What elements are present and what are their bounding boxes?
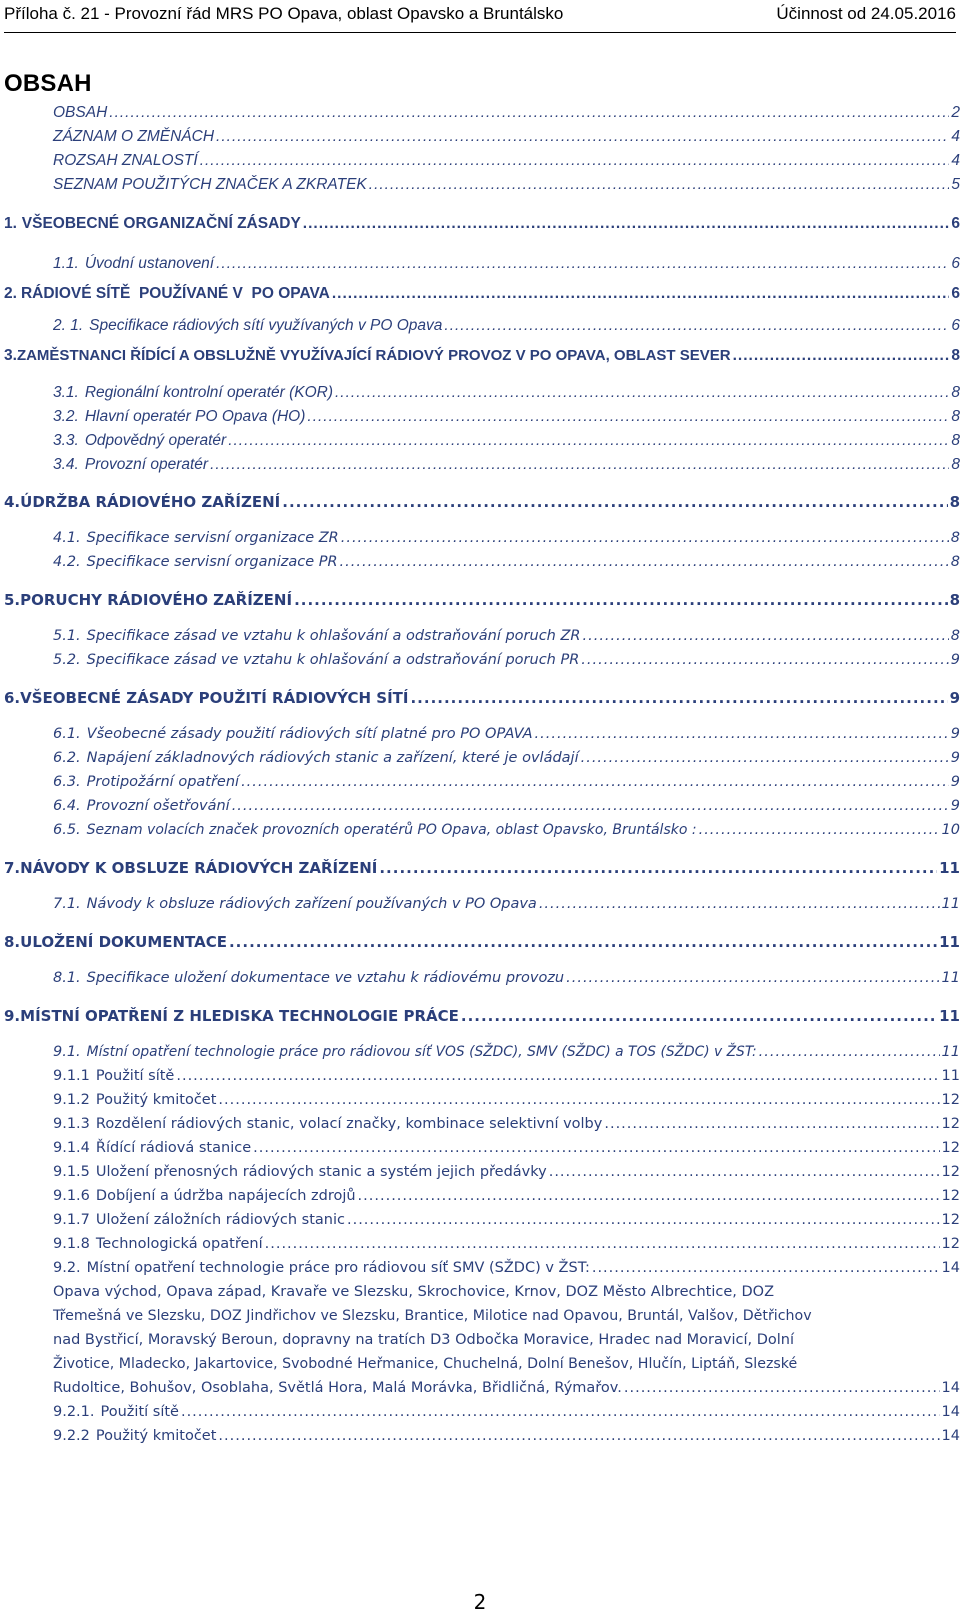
toc-entry-number: 6.4. <box>53 798 81 814</box>
toc-entry-page: 10 <box>941 822 960 838</box>
toc-entry-5-1[interactable] <box>53 628 960 652</box>
toc-leader <box>592 1260 940 1276</box>
toc-entry-label: ROZSAH ZNALOSTÍ <box>53 152 198 169</box>
toc-entry-page: 6 <box>951 215 960 232</box>
toc-entry-page: 11 <box>941 1068 960 1084</box>
toc-leader <box>181 1404 940 1420</box>
toc-entry-9-1-7[interactable] <box>53 1212 960 1236</box>
toc-entry-label: Místní opatření technologie práce pro rádiovou síť SMV (SŽDC) v ŽST: <box>86 1260 590 1276</box>
toc-entry-number: 5. <box>4 591 21 609</box>
toc-leader <box>200 152 950 170</box>
toc-leader <box>539 896 940 912</box>
toc-entry-line: Opava východ, Opava západ, Kravaře ve Slezsku, Skrochovice, Krnov, DOZ Město Albrechtice, DOZ <box>53 1284 774 1300</box>
toc-entry-label: Provozní operatér <box>84 456 209 473</box>
toc-leader <box>229 933 937 951</box>
toc-leader <box>410 689 947 707</box>
toc-entry-label: SEZNAM POUŽITÝCH ZNAČEK A ZKRATEK <box>53 176 367 193</box>
toc-entry-label: Uložení přenosných rádiových stanic a systém jejich předávky <box>95 1164 547 1180</box>
toc-entry-1-1[interactable] <box>53 255 960 279</box>
toc-entry-9-1-8[interactable] <box>53 1236 960 1260</box>
toc-entry-label: Specifikace zásad ve vztahu k ohlašování a odstraňování poruch ZR <box>86 628 581 644</box>
toc-leader <box>232 798 949 814</box>
toc-entry-line: Životice, Mladecko, Jakartovice, Svobodné Heřmanice, Chuchelná, Dolní Benešov, Hlučín, Liptáň, Slezské <box>53 1356 798 1372</box>
toc-leader <box>241 774 949 790</box>
toc-entry-number: 9.1.7 <box>53 1212 90 1228</box>
toc-entry-number: 5.2. <box>53 652 81 668</box>
page-number: 2 <box>473 1590 487 1614</box>
toc-entry-page: 9 <box>950 652 960 668</box>
toc-entry-label: Použití sítě <box>100 1404 179 1420</box>
toc-leader <box>253 1140 939 1156</box>
toc-entry-3-2[interactable] <box>53 408 960 432</box>
toc-leader <box>358 1188 940 1204</box>
toc-entry-label: Specifikace uložení dokumentace ve vztahu k rádiovému provozu <box>86 970 565 986</box>
toc-entry-last-line <box>53 1380 960 1404</box>
toc-entry-8-1[interactable] <box>53 970 960 994</box>
toc-entry-label: Místní opatření technologie práce pro rádiovou síť VOS (SŽDC), SMV (SŽDC) a TOS (SŽDC) v ŽST: <box>86 1044 757 1060</box>
toc-entry-2[interactable] <box>4 285 960 309</box>
toc-entry-9-1[interactable] <box>53 1044 960 1068</box>
toc-entry-9-1-2[interactable] <box>53 1092 960 1116</box>
toc-entry-page: 12 <box>941 1212 960 1228</box>
toc-entry-page: 8 <box>950 628 960 644</box>
toc-entry-number: 5.1. <box>53 628 81 644</box>
toc-entry-page: 12 <box>941 1164 960 1180</box>
toc-entry-label: Specifikace rádiových sítí využívaných v PO Opava <box>89 317 443 334</box>
toc-entry-page: 8 <box>951 384 960 401</box>
toc-entry-page: 14 <box>941 1428 960 1444</box>
toc-entry-5-2[interactable] <box>53 652 960 676</box>
toc-entry-5[interactable] <box>4 591 960 615</box>
toc-entry-page: 6 <box>951 317 960 334</box>
toc-entry-label: Použití sítě <box>95 1068 175 1084</box>
toc-entry-7-1[interactable] <box>53 896 960 920</box>
toc-leader <box>699 822 940 838</box>
toc-entry-page: 11 <box>939 859 960 877</box>
toc-entry-label: Rozdělení rádiových stanic, volací značky, kombinace selektivní volby <box>95 1116 603 1132</box>
toc-entry-label: ULOŽENÍ DOKUMENTACE <box>20 933 227 951</box>
toc-leader <box>265 1236 940 1252</box>
toc-entry-label: Protipožární opatření <box>86 774 240 790</box>
toc-entry-number: 9.1.8 <box>53 1236 90 1252</box>
toc-entry-label: Řídící rádiová stanice <box>95 1140 252 1156</box>
toc-entry-4-1[interactable] <box>53 530 960 554</box>
header-document-title: Příloha č. 21 - Provozní řád MRS PO Opava, oblast Opavsko a Bruntálsko <box>4 4 564 23</box>
toc-leader <box>535 726 949 742</box>
toc-entry-seznam[interactable] <box>53 176 960 200</box>
toc-entry-label: Odpovědný operatér <box>84 432 227 449</box>
toc-entry-number: 9.2.1. <box>53 1404 95 1420</box>
toc-leader <box>347 1212 940 1228</box>
toc-entry-number: 9.1.4 <box>53 1140 90 1156</box>
toc-entry-number: 9.1.1 <box>53 1068 90 1084</box>
toc-entry-page: 5 <box>951 176 960 193</box>
toc-leader <box>218 1428 939 1444</box>
toc-entry-number: 9. <box>4 1007 21 1025</box>
toc-leader <box>307 408 949 426</box>
toc-entry-6-1[interactable] <box>53 726 960 750</box>
toc-entry-page: 8 <box>951 347 960 364</box>
header-effective-date: Účinnost od 24.05.2016 <box>776 4 956 23</box>
toc-leader <box>581 750 949 766</box>
toc-entry-number: 9.1.3 <box>53 1116 90 1132</box>
toc-leader <box>733 347 950 365</box>
toc-entry-page: 4 <box>951 128 960 145</box>
toc-entry-page: 8 <box>951 456 960 473</box>
toc-entry-number: 9.1.5 <box>53 1164 90 1180</box>
toc-entry-label: Použitý kmitočet <box>95 1092 217 1108</box>
toc-entry-4-2[interactable] <box>53 554 960 578</box>
toc-entry-page: 8 <box>949 591 960 609</box>
toc-entry-label: Regionální kontrolní operatér (KOR) <box>84 384 333 401</box>
toc-entry-label: VŠEOBECNÉ ORGANIZAČNÍ ZÁSADY <box>21 215 301 232</box>
toc-entry-page: 11 <box>941 1044 960 1060</box>
toc-entry-3-4[interactable] <box>53 456 960 480</box>
toc-leader <box>379 859 937 877</box>
toc-entry-page: 8 <box>951 432 960 449</box>
toc-leader <box>624 1380 940 1396</box>
toc-entry-3[interactable] <box>4 347 960 371</box>
toc-entry-page: 14 <box>941 1404 960 1420</box>
toc-entry-number: 4.1. <box>53 530 81 546</box>
toc-entry-label: PORUCHY RÁDIOVÉHO ZAŘÍZENÍ <box>20 591 293 609</box>
toc-entry-number: 3.4. <box>53 456 79 473</box>
toc-entry-page: 8 <box>950 554 960 570</box>
toc-leader <box>581 652 948 668</box>
toc-entry-2-1[interactable] <box>53 317 960 341</box>
toc-entry-page: 12 <box>941 1116 960 1132</box>
toc-leader <box>303 215 950 233</box>
toc-entry-label: Návody k obsluze rádiových zařízení používaných v PO Opava <box>86 896 537 912</box>
toc-entry-number: 3.3. <box>53 432 79 449</box>
toc-entry-6-5[interactable] <box>53 822 960 846</box>
toc-entry-page: 14 <box>941 1260 960 1276</box>
toc-entry-number: 6.2. <box>53 750 81 766</box>
toc-entry-label: Seznam volacích značek provozních operatérů PO Opava, oblast Opavsko, Bruntálsko : <box>86 822 697 838</box>
toc-entry-label: VŠEOBECNÉ ZÁSADY POUŽITÍ RÁDIOVÝCH SÍTÍ <box>20 689 409 707</box>
toc-entry-number: 6. <box>4 689 21 707</box>
toc-entry-obsah[interactable] <box>53 104 960 128</box>
toc-leader <box>294 591 948 609</box>
toc-entry-page: 11 <box>939 1007 960 1025</box>
toc-entry-page: 11 <box>939 933 960 951</box>
toc-entry-9-1-1[interactable] <box>53 1068 960 1092</box>
toc-entry-zaznam[interactable] <box>53 128 960 152</box>
toc-entry-number: 1.1. <box>53 255 79 272</box>
toc-entry-9-1-4[interactable] <box>53 1140 960 1164</box>
toc-entry-9-2-1[interactable] <box>53 1404 960 1428</box>
toc-entry-number: 1. <box>4 215 17 232</box>
toc-entry-label: Specifikace servisní organizace ZR <box>86 530 339 546</box>
toc-entry-page: 11 <box>941 970 960 986</box>
toc-entry-number: 7. <box>4 859 21 877</box>
toc-leader <box>282 493 947 511</box>
toc-leader <box>109 104 949 122</box>
toc-entry-label: ÚDRŽBA RÁDIOVÉHO ZAŘÍZENÍ <box>20 493 281 511</box>
toc-entry-6[interactable] <box>4 689 960 713</box>
toc-entry-label: Specifikace zásad ve vztahu k ohlašování a odstraňování poruch PR <box>86 652 580 668</box>
toc-entry-number: 2. 1. <box>53 317 84 334</box>
toc-entry-page: 6 <box>951 255 960 272</box>
toc-entry-label: Napájení základnových rádiových stanic a zařízení, které je ovládají <box>86 750 579 766</box>
toc-leader <box>340 554 949 570</box>
toc-entry-number: 3.1. <box>53 384 79 401</box>
toc-entry-9-2[interactable] <box>53 1260 960 1284</box>
toc-entry-page: 14 <box>941 1380 960 1396</box>
toc-entry-6-4[interactable] <box>53 798 960 822</box>
toc-entry-label: Použitý kmitočet <box>95 1428 217 1444</box>
toc-entry-page: 12 <box>941 1188 960 1204</box>
toc-leader <box>218 1092 939 1108</box>
toc-entry-label: Provozní ošetřování <box>86 798 230 814</box>
toc-entry-page: 9 <box>950 798 960 814</box>
toc-heading: OBSAH <box>4 70 92 97</box>
toc-leader <box>216 255 949 273</box>
toc-entry-label: Hlavní operatér PO Opava (HO) <box>84 408 306 425</box>
toc-entry-number: 6.1. <box>53 726 81 742</box>
toc-leader <box>176 1068 939 1084</box>
toc-entry-page: 9 <box>950 726 960 742</box>
toc-entry-number: 9.2.2 <box>53 1428 90 1444</box>
toc-entry-page: 8 <box>951 408 960 425</box>
toc-leader <box>335 384 949 402</box>
toc-entry-7[interactable] <box>4 859 960 883</box>
toc-leader <box>549 1164 940 1180</box>
toc-entry-number: 6.3. <box>53 774 81 790</box>
toc-leader <box>369 176 950 194</box>
toc-entry-label: OBSAH <box>53 104 108 121</box>
toc-entry-number: 2. <box>4 285 17 302</box>
toc-entry-number: 3.2. <box>53 408 79 425</box>
toc-entry-line: Rudoltice, Bohušov, Osoblaha, Světlá Hora, Malá Morávka, Břidličná, Rýmařov. <box>53 1380 622 1396</box>
toc-leader <box>228 432 949 450</box>
toc-leader <box>332 285 950 303</box>
toc-entry-number: 3. <box>4 347 17 364</box>
toc-entry-label: ZÁZNAM O ZMĚNÁCH <box>53 128 215 145</box>
toc-entry-number: 7.1. <box>53 896 81 912</box>
toc-entry-6-2[interactable] <box>53 750 960 774</box>
toc-leader <box>583 628 949 644</box>
toc-entry-page: 9 <box>949 689 960 707</box>
toc-entry-page: 9 <box>950 774 960 790</box>
toc-entry-3-3[interactable] <box>53 432 960 456</box>
toc-entry-9-2-2[interactable] <box>53 1428 960 1452</box>
toc-entry-9[interactable] <box>4 1007 960 1031</box>
toc-entry-number: 4.2. <box>53 554 81 570</box>
toc-entry-page: 4 <box>951 152 960 169</box>
toc-entry-line: Třemešná ve Slezsku, DOZ Jindřichov ve Slezsku, Brantice, Milotice nad Opavou, Bruntál, Valšov, Dětřichov <box>53 1308 812 1324</box>
toc-entry-number: 9.1. <box>53 1044 81 1060</box>
toc-leader <box>216 128 949 146</box>
toc-entry-line: nad Bystřicí, Moravský Beroun, dopravny na tratích D3 Odbočka Moravice, Hradec nad Moravicí, Dolní <box>53 1332 795 1348</box>
toc-entry-page: 6 <box>951 285 960 302</box>
toc-entry-4[interactable] <box>4 493 960 517</box>
toc-leader <box>461 1007 937 1025</box>
toc-entry-9-1-3[interactable] <box>53 1116 960 1140</box>
toc-entry-label: Specifikace servisní organizace PR <box>86 554 338 570</box>
toc-entry-8[interactable] <box>4 933 960 957</box>
toc-entry-label: ZAMĚSTNANCI ŘÍDÍCÍ A OBSLUŽNĚ VYUŽÍVAJÍCÍ RÁDIOVÝ PROVOZ V PO OPAVA, OBLAST SEVER <box>16 347 731 364</box>
toc-entry-label: Technologická opatření <box>95 1236 263 1252</box>
toc-leader <box>604 1116 939 1132</box>
toc-leader <box>210 456 949 474</box>
toc-entry-label: Úvodní ustanovení <box>84 255 215 272</box>
toc-entry-page: 2 <box>951 104 960 121</box>
toc-entry-6-3[interactable] <box>53 774 960 798</box>
toc-entry-number: 9.1.2 <box>53 1092 90 1108</box>
toc-entry-station-list[interactable] <box>53 1284 960 1414</box>
toc-entry-number: 4. <box>4 493 21 511</box>
toc-entry-9-1-6[interactable] <box>53 1188 960 1212</box>
toc-entry-label: NÁVODY K OBSLUZE RÁDIOVÝCH ZAŘÍZENÍ <box>20 859 378 877</box>
toc-entry-page: 12 <box>941 1140 960 1156</box>
toc-entry-3-1[interactable] <box>53 384 960 408</box>
toc-entry-number: 8. <box>4 933 21 951</box>
toc-entry-1[interactable] <box>4 215 960 239</box>
toc-entry-label: Uložení záložních rádiových stanic <box>95 1212 345 1228</box>
toc-entry-label: Dobíjení a údržba napájecích zdrojů <box>95 1188 356 1204</box>
toc-entry-number: 6.5. <box>53 822 81 838</box>
toc-leader <box>566 970 939 986</box>
toc-entry-page: 11 <box>941 896 960 912</box>
toc-entry-9-1-5[interactable] <box>53 1164 960 1188</box>
toc-entry-page: 9 <box>950 750 960 766</box>
toc-entry-number: 9.2. <box>53 1260 81 1276</box>
toc-entry-label: Všeobecné zásady použití rádiových sítí platné pro PO OPAVA <box>86 726 533 742</box>
toc-entry-page: 8 <box>949 493 960 511</box>
toc-entry-rozsah[interactable] <box>53 152 960 176</box>
toc-entry-label: RÁDIOVÉ SÍTĚ POUŽÍVANÉ V PO OPAVA <box>20 285 330 302</box>
toc-entry-number: 8.1. <box>53 970 81 986</box>
toc-entry-page: 12 <box>941 1236 960 1252</box>
toc-leader <box>444 317 949 335</box>
toc-leader <box>341 530 949 546</box>
toc-entry-label: MÍSTNÍ OPATŘENÍ Z HLEDISKA TECHNOLOGIE PRÁCE <box>20 1007 459 1025</box>
toc-leader <box>759 1044 940 1060</box>
toc-entry-page: 8 <box>950 530 960 546</box>
toc-entry-page: 12 <box>941 1092 960 1108</box>
toc-entry-number: 9.1.6 <box>53 1188 90 1204</box>
